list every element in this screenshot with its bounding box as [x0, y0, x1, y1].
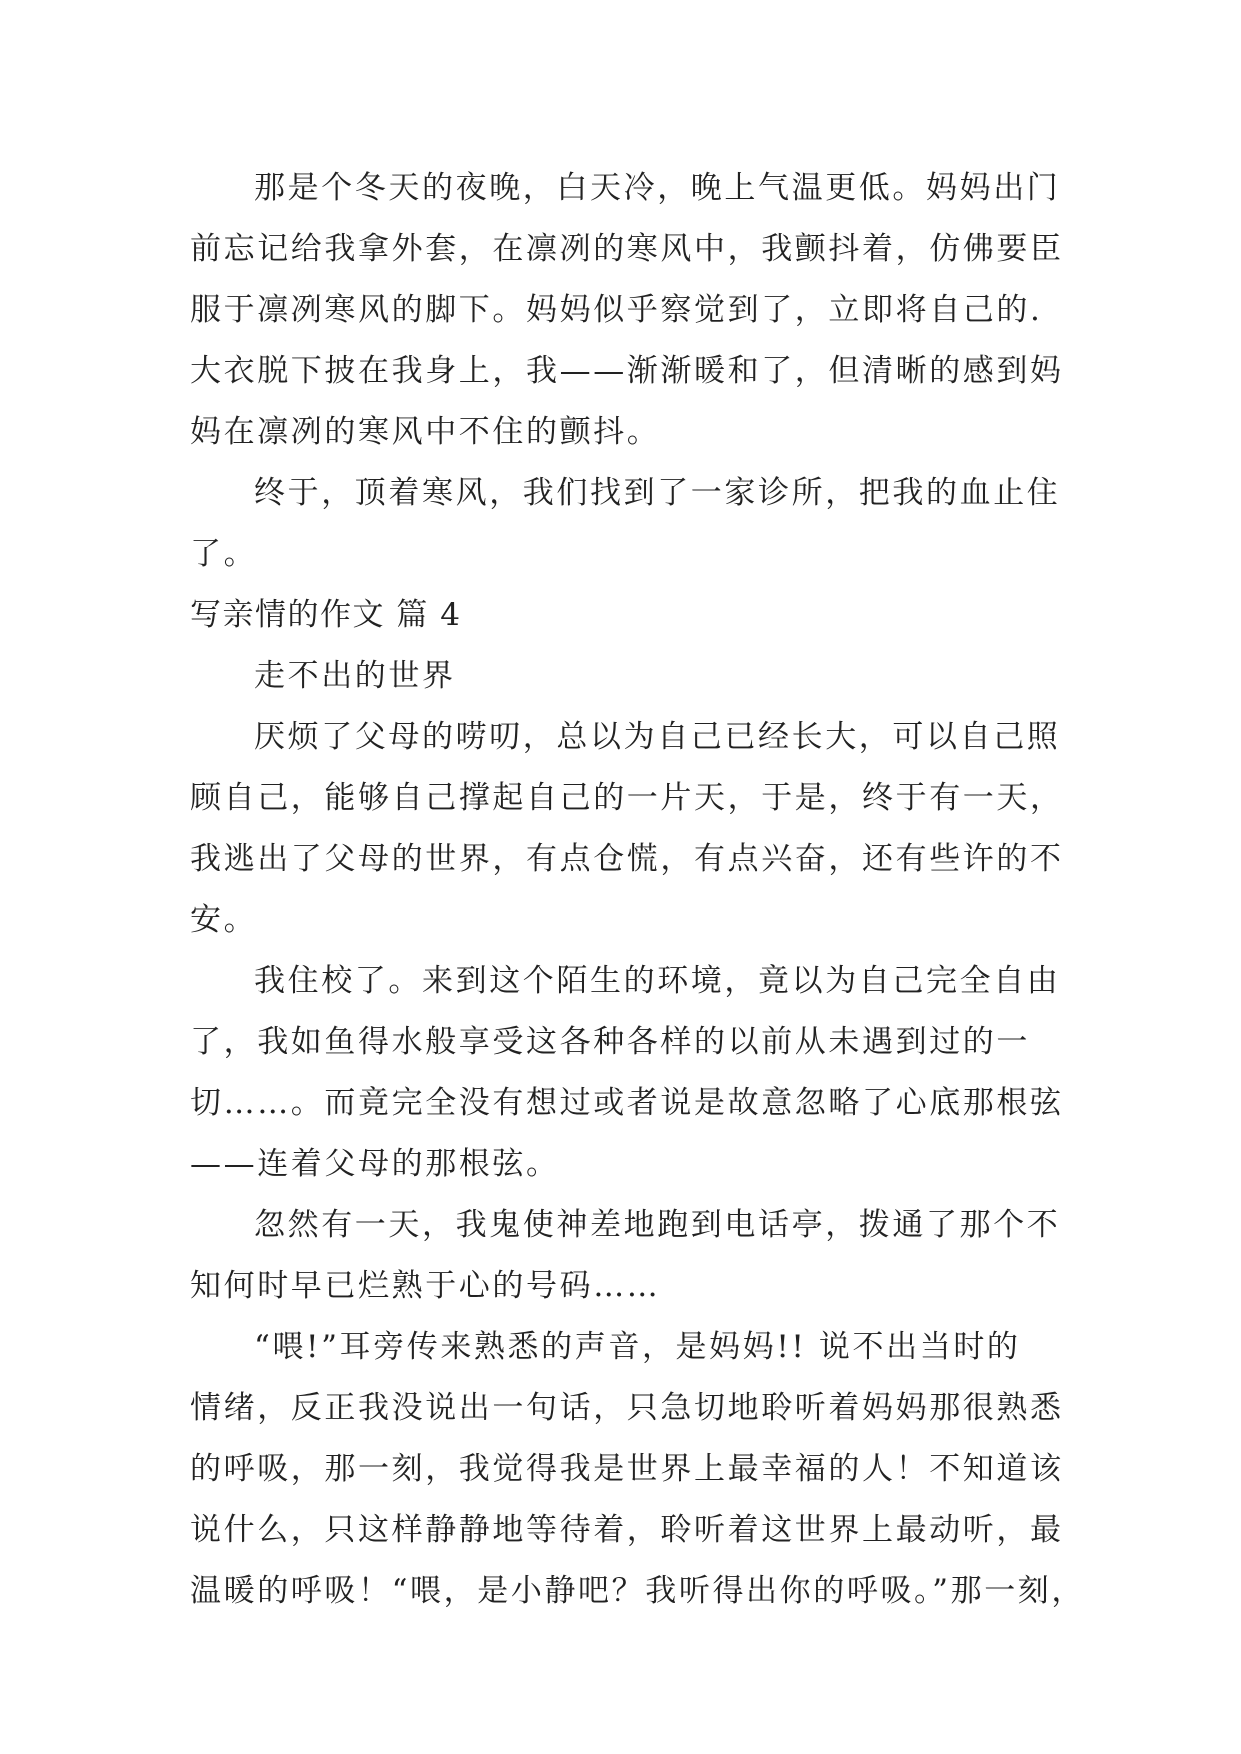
paragraph-line: 安。 [190, 902, 258, 938]
paragraph-line: 前忘记给我拿外套，在凛冽的寒风中，我颤抖着，仿佛要臣 [190, 231, 1064, 267]
paragraph-line: 终于，顶着寒风，我们找到了一家诊所，把我的血止住 [254, 475, 1061, 511]
paragraph-line: 情绪，反正我没说出一句话，只急切地聆听着妈妈那很熟悉 [190, 1390, 1064, 1426]
document-body [190, 158, 1085, 1622]
paragraph-line: 了。 [190, 536, 258, 572]
paragraph-line: “喂!”耳旁传来熟悉的声音，是妈妈!! 说不出当时的 [254, 1329, 1021, 1365]
paragraph-line: 忽然有一天，我鬼使神差地跑到电话亭，拨通了那个不 [254, 1207, 1061, 1243]
paragraph-line: ——连着父母的那根弦。 [190, 1146, 560, 1182]
section-heading: 写亲情的作文 篇 4 [190, 597, 462, 633]
paragraph-line: 厌烦了父母的唠叨，总以为自己已经长大，可以自己照 [254, 719, 1061, 755]
paragraph-line: 我逃出了父母的世界，有点仓慌，有点兴奋，还有些许的不 [190, 841, 1064, 877]
paragraph-line: 知何时早已烂熟于心的号码…… [190, 1268, 661, 1304]
paragraph-line: 切……。而竟完全没有想过或者说是故意忽略了心底那根弦 [190, 1085, 1064, 1121]
paragraph-line: 说什么，只这样静静地等待着，聆听着这世界上最动听，最 [190, 1512, 1064, 1548]
paragraph-line: 我住校了。来到这个陌生的环境，竟以为自己完全自由 [254, 963, 1061, 999]
paragraph-line: 顾自己，能够自己撑起自己的一片天，于是，终于有一天， [190, 780, 1064, 816]
paragraph-line: 服于凛冽寒风的脚下。妈妈似乎察觉到了，立即将自己的. [190, 292, 1043, 328]
paragraph-line: 大衣脱下披在我身上，我——渐渐暖和了，但清晰的感到妈 [190, 353, 1064, 389]
paragraph-line: 那是个冬天的夜晚，白天冷，晚上气温更低。妈妈出门 [254, 170, 1061, 206]
paragraph-line: 温暖的呼吸！“喂，是小静吧？我听得出你的呼吸。”那一刻， [190, 1573, 1085, 1609]
paragraph-line: 的呼吸，那一刻，我觉得我是世界上最幸福的人！不知道该 [190, 1451, 1064, 1487]
essay-title: 走不出的世界 [254, 658, 456, 694]
paragraph-line: 妈在凛冽的寒风中不住的颤抖。 [190, 414, 661, 450]
paragraph-line: 了，我如鱼得水般享受这各种各样的以前从未遇到过的一 [190, 1024, 1030, 1060]
